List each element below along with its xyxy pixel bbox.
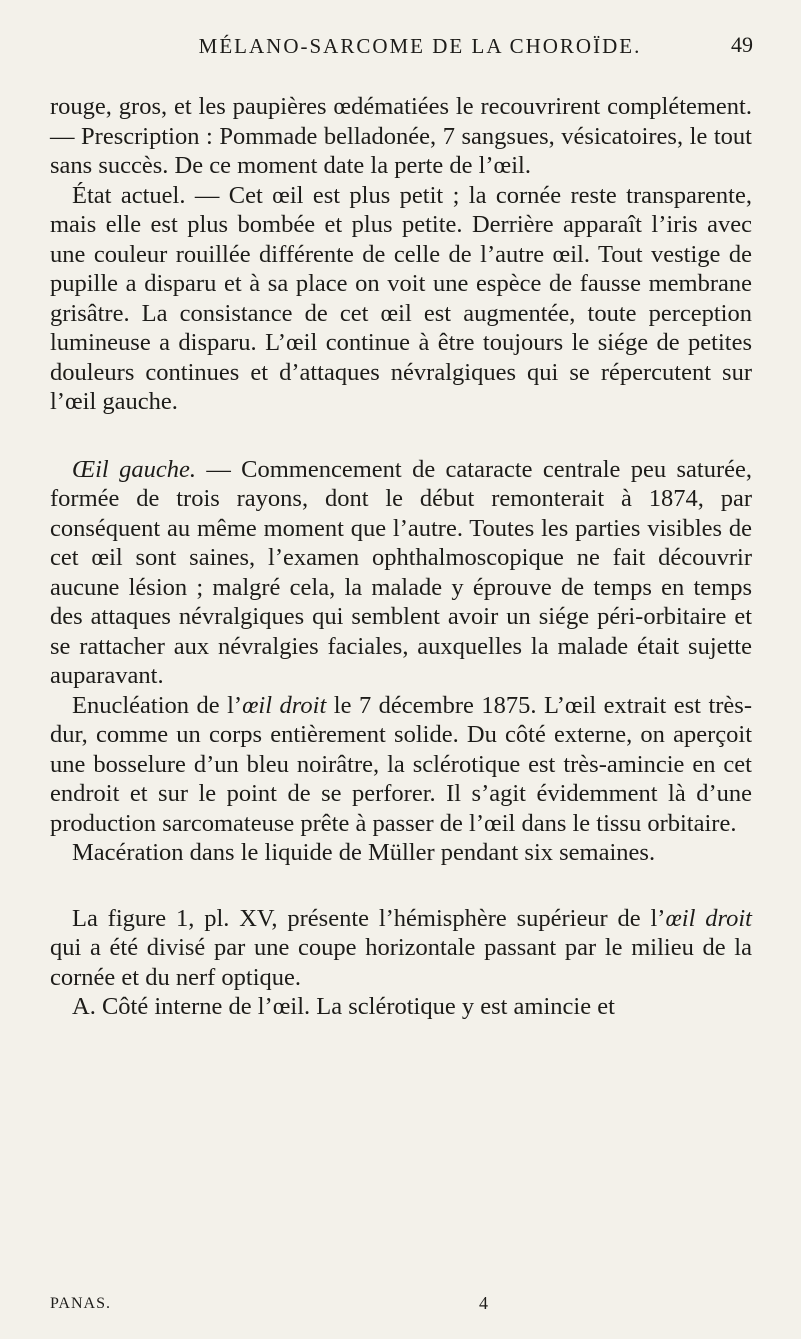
page-body [50, 92, 752, 1022]
paragraph-cote-interne: A. Côté interne de l’œil. La sclérotique y est amincie et [72, 993, 615, 1020]
paragraph-figure [50, 904, 752, 993]
footer-sheet-number: 4 [479, 1293, 488, 1313]
enucleation-start: Enucléation de l’ [72, 691, 243, 719]
paragraph-maceration: Macération dans le liquide de Müller pendant six semaines. [72, 839, 656, 866]
spacer [50, 417, 752, 455]
figure-start: La figure 1, pl. XV, présente l’hémisphère supérieur de l’ [72, 904, 666, 932]
oeil-gauche-text: — Commencement de cataracte centrale peu saturée, formée de trois rayons, dont le début remonterait à 1874, par conséquent au même moment que l’autre. Toutes les parties visibles de cet œil sont saines, l’examen ophthalmoscopique ne fait découvrir aucune lésion ; malgré cela, la malade y éprouve de temps en temps des attaques névralgiques qui semblent avoir un siége péri-orbitaire et se rattacher aux névralgies faciales, auxquelles la malade était sujette auparavant. [50, 455, 752, 689]
enucleation-italic: œil droit [242, 691, 327, 719]
enucleation-rest: le 7 décembre 1875. L’œil extrait est très-dur, comme un corps entièrement solide. Du côté externe, on aperçoit une bosselure d’un bleu noirâtre, la sclérotique est très-amincie en cet endroit et sur le point de se perforer. Il s’agit évidemment là d’une production sarcomateuse prête à passer de l’œil dans le tissu orbitaire. [50, 691, 752, 837]
page-number: 49 [731, 32, 753, 57]
oeil-gauche-heading: Œil gauche. [72, 455, 196, 483]
paragraph-etat-actuel [50, 181, 752, 417]
figure-rest: qui a été divisé par une coupe horizontale passant par le milieu de la cornée et du nerf optique. [50, 934, 752, 991]
paragraph-oeil-gauche [50, 455, 752, 691]
spacer [50, 868, 752, 904]
running-head: MÉLANO-SARCOME DE LA CHOROÏDE. [198, 34, 642, 58]
footer-signature: PANAS. [50, 1295, 111, 1312]
paragraph-continuation: rouge, gros, et les paupières œdématiées le recouvrirent complétement. — Prescription : Pommade belladonée, 7 sangsues, vésicatoires, le tout sans succès. De ce moment date la perte de l’œil. [50, 93, 752, 179]
etat-actuel-text: État actuel. — Cet œil est plus petit ; la cornée reste transparente, mais elle est plus bombée et plus petite. Derrière apparaît l’iris avec une couleur rouillée différente de celle de l’autre œil. Tout vestige de pupille a disparu et à sa place on voit une espèce de fausse membrane grisâtre. La consistance de cet œil est augmentée, toute perception lumineuse a disparu. L’œil continue à être toujours le siége de petites douleurs continues et d’attaques névralgiques qui se répercutent sur l’œil gauche. [50, 181, 752, 415]
paragraph-enucleation [50, 691, 752, 839]
figure-italic: œil droit [665, 904, 752, 932]
